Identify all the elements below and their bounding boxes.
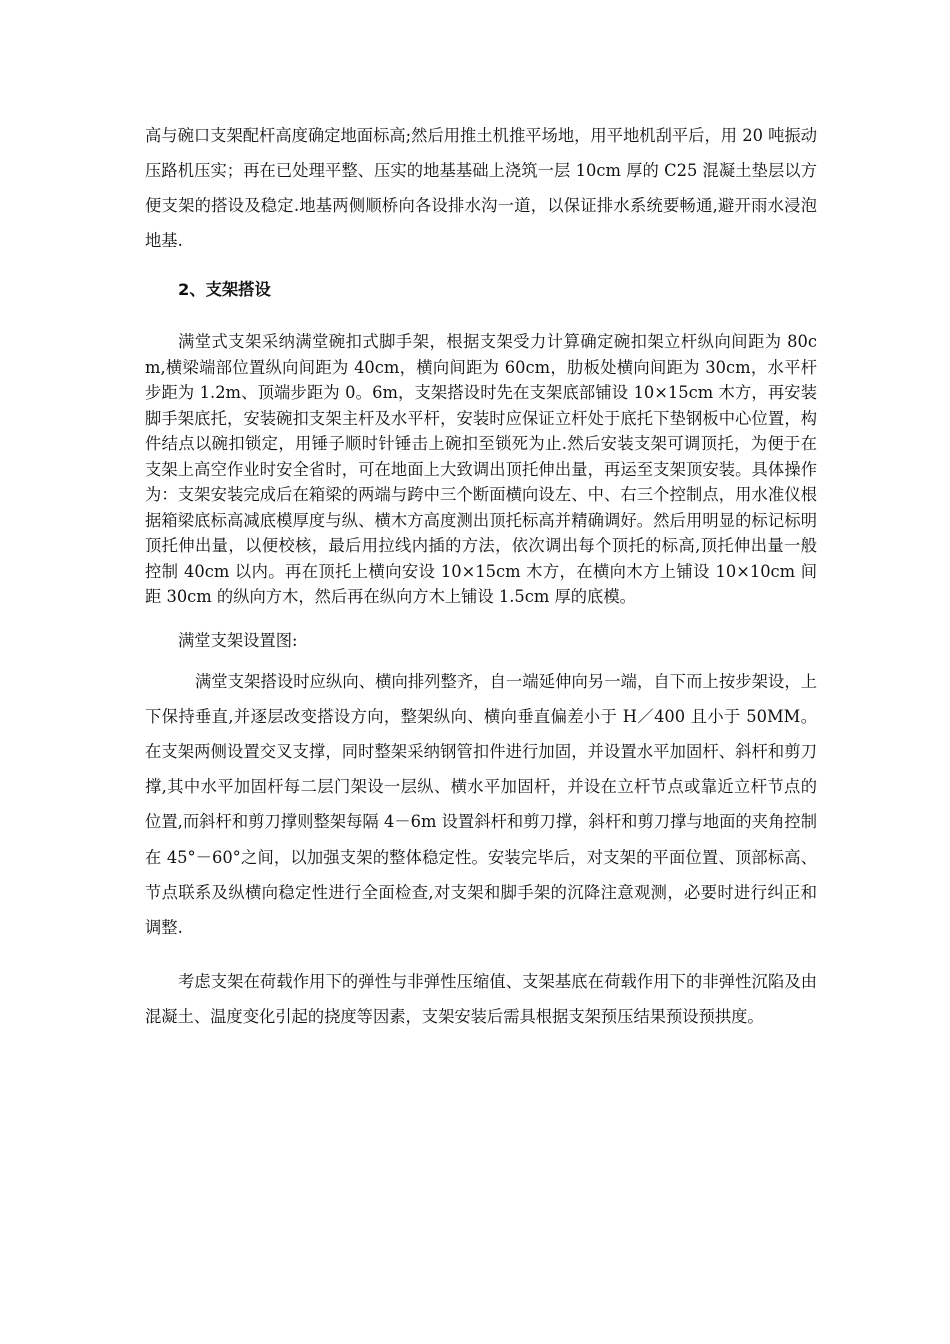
body-paragraph-support-erection: 满堂式支架采纳满堂碗扣式脚手架，根据支架受力计算确定碗扣架立杆纵向间距为 80cm,横梁端部位置纵向间距为 40cm，横向间距为 60cm，肋板处横向间距为 30cm，水平杆步距为 1.2m、顶端步距为 0。6m，支架搭设时先在支架底部铺设 10×15cm 木方，再安装脚手架底托，安装碗扣支架主杆及水平杆，安装时应保证立杆处于底托下垫钢板中心位置，构件结点以碗扣锁定，用锤子顺时针锤击上碗扣至锁死为止.然后安装支架可调顶托，为便于在支架上高空作业时安全省时，可在地面上大致调出顶托伸出量，再运至支架顶安装。具体操作为：支架安装完成后在箱梁的两端与跨中三个断面横向设左、中、右三个控制点，用水准仪根据箱梁底标高减底模厚度与纵、横木方高度测出顶托标高并精确调好。然后用明显的标记标明顶托伸出量，以便校核，最后用拉线内插的方法，依次调出每个顶托的标高,顶托伸出量一般控制 40cm 以内。再在顶托上横向安设 10×15cm 木方，在横向木方上铺设 10×10cm 间距 30cm 的纵向方木，然后再在纵向方木上铺设 1.5cm 厚的底模。 — [145, 332, 817, 606]
body-paragraph-foundation: 高与碗口支架配杆高度确定地面标高;然后用推土机推平场地，用平地机刮平后，用 20 吨振动压路机压实；再在已处理平整、压实的地基基础上浇筑一层 10cm 厚的 C25 混凝土垫层以方便支架的搭设及稳定.地基两侧顺桥向各设排水沟一道，以保证排水系统要畅通,避开雨水浸泡地基. — [145, 126, 817, 250]
section-heading-support-erection: 2、支架搭设 — [178, 280, 271, 299]
body-paragraph-arrangement: 满堂支架搭设时应纵向、横向排列整齐，自一端延伸向另一端，自下而上按步架设，上下保持垂直,并逐层改变搭设方向，整架纵向、横向垂直偏差小于 H／400 且小于 50MM。在支架两侧设置交叉支撑，同时整架采纳钢管扣件进行加固，并设置水平加固杆、斜杆和剪刀撑,其中水平加固杆每二层门架设一层纵、横水平加固杆，并设在立杆节点或靠近立杆节点的位置,而斜杆和剪刀撑则整架每隔 4－6m 设置斜杆和剪刀撑，斜杆和剪刀撑与地面的夹角控制在 45°－60°之间，以加强支架的整体稳定性。安装完毕后，对支架的平面位置、顶部标高、节点联系及纵横向稳定性进行全面检查,对支架和脚手架的沉降注意观测，必要时进行纠正和调整. — [145, 671, 817, 937]
body-paragraph-camber: 考虑支架在荷载作用下的弹性与非弹性压缩值、支架基底在荷载作用下的非弹性沉陷及由混凝土、温度变化引起的挠度等因素，支架安装后需具根据支架预压结果预设预拱度。 — [145, 972, 817, 1027]
document-page — [145, 118, 817, 1034]
figure-caption: 满堂支架设置图: — [178, 630, 298, 650]
